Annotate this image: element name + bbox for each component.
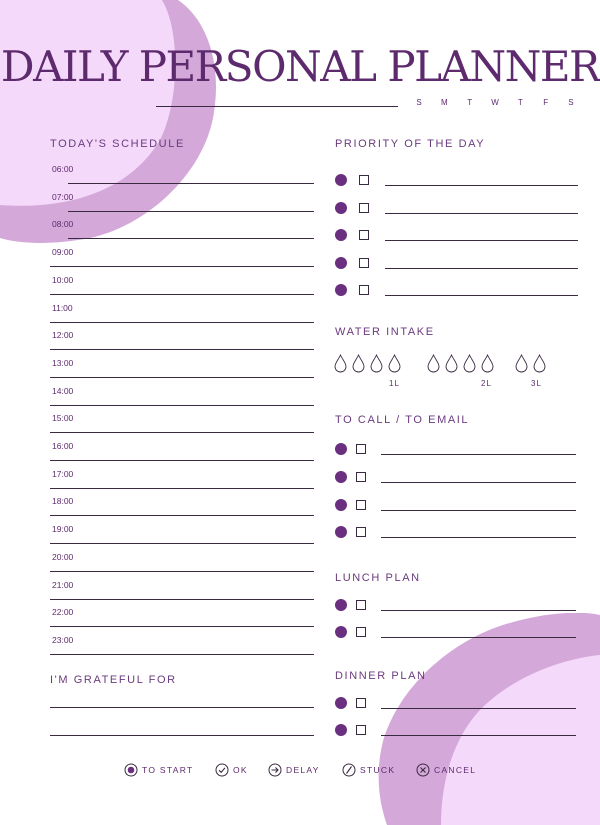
bullet-dot [335, 499, 347, 511]
legend-ok-label: OK [233, 765, 248, 775]
entry-line[interactable] [385, 213, 578, 214]
schedule-time: 09:00 [52, 247, 74, 258]
schedule-time: 06:00 [52, 164, 74, 174]
schedule-time: 17:00 [52, 468, 74, 479]
schedule-time: 07:00 [52, 191, 74, 202]
schedule-time: 18:00 [52, 496, 74, 507]
water-label-1l: 1L [389, 379, 400, 388]
lunch-heading: LUNCH PLAN [335, 572, 421, 584]
checkbox[interactable] [356, 472, 366, 482]
schedule-line[interactable] [50, 460, 314, 461]
checkbox[interactable] [359, 203, 369, 213]
schedule-line[interactable] [50, 322, 314, 323]
schedule-time: 16:00 [52, 441, 74, 451]
water-drop-icon[interactable] [370, 354, 383, 373]
entry-line[interactable] [385, 295, 578, 296]
check-circle-icon [215, 763, 229, 777]
schedule-heading: TODAY'S SCHEDULE [50, 138, 185, 150]
target-icon [124, 763, 138, 777]
weekday-1[interactable]: M [440, 98, 448, 107]
legend-stuck-label: STUCK [360, 765, 396, 775]
grateful-line[interactable] [50, 707, 314, 708]
grateful-heading: I'M GRATEFUL FOR [50, 674, 177, 686]
bullet-dot [335, 697, 347, 709]
water-drop-icon[interactable] [445, 354, 458, 373]
checkbox[interactable] [359, 175, 369, 185]
schedule-time: 12:00 [52, 330, 74, 341]
checkbox[interactable] [356, 725, 366, 735]
checkbox[interactable] [356, 527, 366, 537]
water-drop-icon[interactable] [352, 354, 365, 373]
x-circle-icon [416, 763, 430, 777]
checkbox[interactable] [356, 500, 366, 510]
water-drop-icon[interactable] [533, 354, 546, 373]
schedule-time: 20:00 [52, 551, 74, 562]
top-left-blob [0, 0, 230, 250]
schedule-line[interactable] [50, 626, 314, 627]
schedule-line[interactable] [50, 432, 314, 433]
water-heading: WATER INTAKE [335, 326, 435, 338]
date-line[interactable] [156, 106, 398, 107]
schedule-line[interactable] [50, 654, 314, 655]
bullet-dot [335, 257, 347, 269]
entry-line[interactable] [381, 454, 576, 455]
schedule-line[interactable] [68, 211, 314, 212]
schedule-line[interactable] [50, 599, 314, 600]
checkbox[interactable] [356, 444, 366, 454]
grateful-line[interactable] [50, 735, 314, 736]
schedule-time: 15:00 [52, 413, 74, 424]
dinner-heading: DINNER PLAN [335, 670, 427, 682]
entry-line[interactable] [385, 268, 578, 269]
to-call-heading: TO CALL / TO EMAIL [335, 414, 470, 426]
checkbox[interactable] [359, 230, 369, 240]
water-drop-icon[interactable] [463, 354, 476, 373]
schedule-time: 19:00 [52, 524, 74, 535]
schedule-time: 22:00 [52, 607, 74, 618]
checkbox[interactable] [356, 600, 366, 610]
schedule-line[interactable] [50, 294, 314, 295]
bottom-right-blob [375, 613, 600, 825]
entry-line[interactable] [381, 637, 576, 638]
schedule-time: 23:00 [52, 634, 74, 645]
water-drop-icon[interactable] [481, 354, 494, 373]
weekday-0[interactable]: S [416, 98, 422, 107]
entry-line[interactable] [381, 708, 576, 709]
legend-ok [215, 763, 248, 777]
checkbox[interactable] [359, 258, 369, 268]
schedule-time: 13:00 [52, 357, 74, 368]
water-label-2l: 2L [481, 379, 492, 388]
schedule-time: 10:00 [52, 274, 74, 285]
bullet-dot [335, 174, 347, 186]
priority-heading: PRIORITY OF THE DAY [335, 138, 486, 150]
entry-line[interactable] [381, 537, 576, 538]
schedule-line[interactable] [50, 349, 314, 350]
schedule-time: 08:00 [52, 219, 74, 230]
bullet-dot [335, 443, 347, 455]
legend-to-start [124, 763, 194, 777]
legend-to-start-label: TO START [142, 765, 194, 775]
entry-line[interactable] [385, 240, 578, 241]
water-label-3l: 3L [531, 379, 542, 388]
checkbox[interactable] [356, 627, 366, 637]
checkbox[interactable] [356, 698, 366, 708]
bullet-dot [335, 526, 347, 538]
entry-line[interactable] [381, 610, 576, 611]
bullet-dot [335, 724, 347, 736]
status-legend [0, 763, 600, 779]
weekday-3[interactable]: W [491, 98, 499, 107]
water-drop-icon[interactable] [427, 354, 440, 373]
slash-circle-icon [342, 763, 356, 777]
entry-line[interactable] [381, 482, 576, 483]
weekday-2[interactable]: T [467, 98, 473, 107]
schedule-line[interactable] [68, 183, 314, 184]
arrow-circle-icon [268, 763, 282, 777]
weekday-5[interactable]: F [543, 98, 549, 107]
legend-delay [268, 763, 320, 777]
entry-line[interactable] [381, 735, 576, 736]
water-drop-icon[interactable] [515, 354, 528, 373]
checkbox[interactable] [359, 285, 369, 295]
bullet-dot [335, 471, 347, 483]
schedule-time: 14:00 [52, 385, 74, 396]
water-drop-icon[interactable] [388, 354, 401, 373]
legend-delay-label: DELAY [286, 765, 320, 775]
bullet-dot [335, 626, 347, 638]
schedule-line[interactable] [50, 488, 314, 489]
legend-stuck [342, 763, 395, 777]
bullet-dot [335, 599, 347, 611]
schedule-line[interactable] [68, 238, 314, 239]
schedule-time: 11:00 [52, 302, 73, 313]
weekday-6[interactable]: S [568, 98, 574, 107]
bullet-dot [335, 229, 347, 241]
schedule-line[interactable] [50, 571, 314, 572]
schedule-line[interactable] [50, 543, 314, 544]
entry-line[interactable] [381, 510, 576, 511]
water-drop-icon[interactable] [334, 354, 347, 373]
weekday-4[interactable]: T [517, 98, 523, 107]
bullet-dot [335, 284, 347, 296]
schedule-line[interactable] [50, 405, 314, 406]
weekday-selector [414, 98, 576, 107]
schedule-time: 21:00 [52, 579, 74, 590]
schedule-line[interactable] [50, 377, 314, 378]
schedule-line[interactable] [50, 266, 314, 267]
legend-cancel [416, 763, 476, 777]
legend-cancel-label: CANCEL [434, 765, 477, 775]
page-title: DAILY PERSONAL PLANNER [0, 42, 600, 91]
bullet-dot [335, 202, 347, 214]
schedule-line[interactable] [50, 515, 314, 516]
entry-line[interactable] [385, 185, 578, 186]
